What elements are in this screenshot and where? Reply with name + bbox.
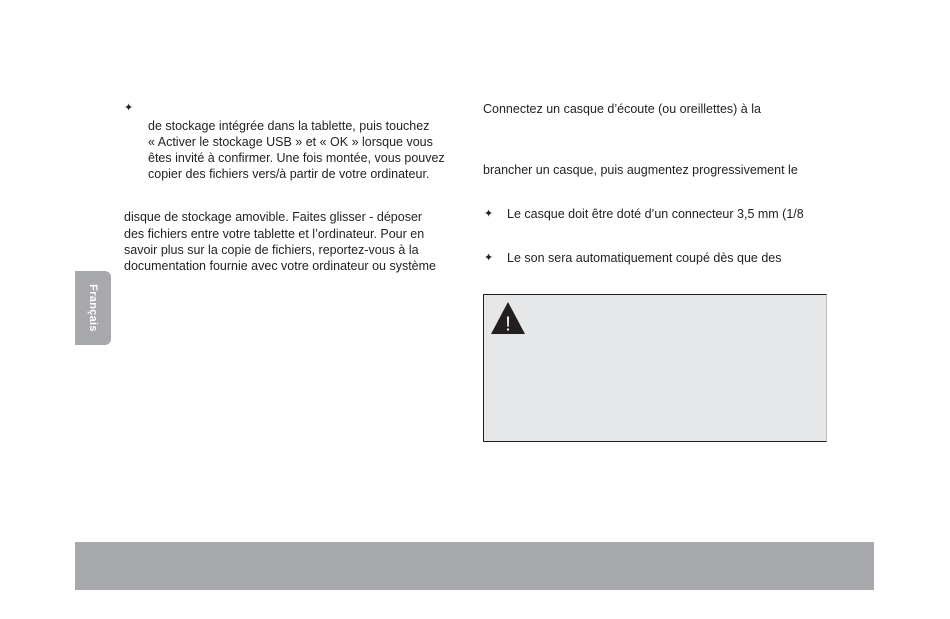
bullet-text: Le casque doit être doté d’un connecteur 3,5 mm (1/8 [507,207,804,221]
warning-triangle-icon [490,300,526,336]
bullet-icon: ✦ [484,252,494,264]
bullet-text: Le son sera automatiquement coupé dès que des [507,251,782,265]
warning-box [483,294,827,442]
warning-glyph: ! [505,313,511,336]
right-text-line: Connectez un casque d’écoute (ou oreillettes) à la [483,102,761,116]
left-text-line: « Activer le stockage USB » et « OK » lorsque vous [148,135,433,149]
left-text-line: disque de stockage amovible. Faites glisser - déposer [124,210,423,224]
language-tab [75,271,111,345]
left-text-line: savoir plus sur la copie de fichiers, reportez-vous à la [124,243,419,257]
left-text-line: des fichiers entre votre tablette et l’ordinateur. Pour en [124,227,425,241]
bullet-icon: ✦ [124,102,134,114]
left-text-line: documentation fournie avec votre ordinateur ou système [124,259,436,273]
language-tab-label: Français [87,284,99,332]
left-text-line: copier des fichiers vers/à partir de votre ordinateur. [148,167,430,181]
left-text-line: êtes invité à confirmer. Une fois montée, vous pouvez [148,151,445,165]
bullet-icon: ✦ [484,208,494,220]
left-text-line: de stockage intégrée dans la tablette, puis touchez [148,119,430,133]
footer-bar [75,542,874,590]
right-text-line: brancher un casque, puis augmentez progressivement le [483,163,798,177]
